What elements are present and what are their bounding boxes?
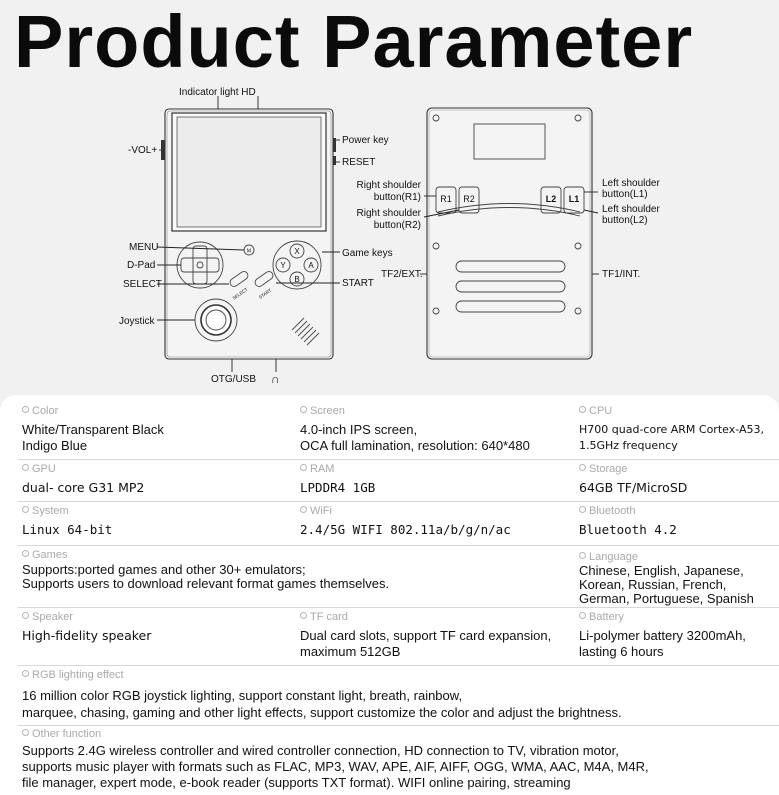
spec-label: GPU: [22, 463, 144, 476]
spec-label: Screen: [300, 405, 530, 418]
spec-value: Supports users to download relevant format games themselves.: [22, 576, 390, 591]
spec-label: Color: [22, 405, 164, 418]
power-key-label: Power key: [342, 135, 389, 146]
spec-label: System: [22, 505, 112, 518]
spec-color: [22, 405, 164, 454]
spec-gpu: [22, 463, 144, 496]
spec-value: lasting 6 hours: [579, 644, 664, 659]
headphone-jack-icon: ∩: [271, 372, 280, 386]
back-body: [427, 108, 592, 359]
front-view: [119, 87, 393, 386]
y-button-letter: Y: [280, 261, 286, 270]
row-divider: [18, 545, 779, 546]
spec-value: dual- core G31 MP2: [22, 480, 145, 495]
reset-label: RESET: [342, 157, 376, 168]
spec-label: RAM: [300, 463, 375, 476]
start-button-text: START: [257, 287, 273, 300]
select-label: SELECT: [123, 279, 162, 290]
spec-label: RGB lighting effect: [22, 669, 622, 682]
spec-value: 1.5GHz frequency: [579, 439, 678, 452]
spec-bluetooth: [579, 505, 677, 538]
spec-value: 4.0-inch IPS screen,: [300, 422, 418, 437]
row-divider: [18, 459, 779, 460]
screen: [177, 117, 321, 227]
r2-label-line2: button(R2): [373, 220, 421, 231]
spec-label: Language: [579, 551, 754, 564]
spec-label: Games: [22, 549, 389, 562]
spec-rgb-lighting: [22, 669, 622, 721]
spec-value: supports music player with formats such as FLAC, MP3, WAV, APE, AIF, AIFF, OGG, WMA, AAC, M4A, M4R,: [22, 759, 649, 774]
power-button: [333, 138, 336, 152]
spec-ram: [300, 463, 375, 496]
spec-value: OCA full lamination, resolution: 640*480: [300, 438, 530, 453]
reset-button: [333, 156, 336, 165]
spec-value: Chinese, English, Japanese,: [579, 563, 744, 578]
spec-label: CPU: [579, 405, 764, 418]
back-view: [357, 108, 661, 359]
device-diagram: [0, 0, 779, 395]
spec-value: Indigo Blue: [22, 438, 88, 453]
otg-usb-label: OTG/USB: [211, 374, 257, 385]
tf1-label: TF1/INT.: [602, 269, 641, 280]
spec-wifi: [300, 505, 511, 538]
spec-label: Speaker: [22, 611, 151, 624]
row-divider: [18, 665, 779, 666]
l2-label-line2: button(L2): [602, 215, 648, 226]
spec-value: Korean, Russian, French,: [579, 577, 727, 592]
l2-label-line1: Left shoulder: [602, 204, 660, 215]
menu-label: MENU: [129, 242, 159, 253]
spec-value: Bluetooth 4.2: [579, 522, 677, 537]
spec-tf-card: [300, 611, 551, 660]
spec-value: 64GB TF/MicroSD: [579, 480, 688, 495]
spec-label: Other function: [22, 728, 649, 741]
spec-games: [22, 549, 389, 592]
x-button-letter: X: [294, 247, 300, 256]
spec-value: file manager, expert mode, e-book reader (supports TXT format). WIFI online pairing, streaming: [22, 775, 571, 790]
spec-storage: [579, 463, 687, 496]
spec-value: H700 quad-core ARM Cortex-A53,: [579, 423, 764, 436]
row-divider: [18, 725, 779, 726]
volume-label: -VOL+: [128, 145, 158, 156]
spec-value: High-fidelity speaker: [22, 628, 152, 643]
spec-value: Dual card slots, support TF card expansion,: [300, 628, 552, 643]
b-button-letter: B: [294, 275, 300, 284]
spec-label: Battery: [579, 611, 746, 624]
l1-label-line1: Left shoulder: [602, 178, 660, 189]
spec-speaker: [22, 611, 151, 644]
select-button-text: SELECT: [231, 286, 249, 301]
spec-label: Bluetooth: [579, 505, 677, 518]
spec-language: [579, 551, 754, 606]
spec-label: TF card: [300, 611, 551, 624]
spec-value: Supports:ported games and other 30+ emulators;: [22, 562, 306, 577]
spec-system: [22, 505, 112, 538]
spec-value: 2.4/5G WIFI 802.11a/b/g/n/ac: [300, 522, 511, 537]
tf2-label: TF2/EXT.: [381, 269, 423, 280]
r2-label-line1: Right shoulder: [356, 208, 421, 219]
spec-other-function: [22, 728, 649, 791]
joystick-label: Joystick: [119, 316, 155, 327]
game-keys-label: Game keys: [342, 248, 393, 259]
spec-screen: [300, 405, 530, 454]
l1-label-line2: button(L1): [602, 189, 648, 200]
volume-button: [161, 140, 165, 160]
spec-value: 16 million color RGB joystick lighting, support constant light, breath, rainbow,: [22, 688, 463, 703]
page-title: Product Parameter: [14, 0, 694, 83]
start-label: START: [342, 278, 374, 289]
spec-cpu: [579, 405, 764, 454]
r1-button-letter: R1: [440, 194, 452, 204]
spec-value: Supports 2.4G wireless controller and wired controller connection, HD connection to TV, vibration motor,: [22, 743, 619, 758]
spec-value: German, Portuguese, Spanish: [579, 591, 754, 606]
r2-button-letter: R2: [463, 194, 475, 204]
l1-button-letter: L1: [568, 194, 580, 204]
menu-button-letter: M: [246, 248, 252, 255]
dpad-label: D-Pad: [127, 260, 156, 271]
spec-value: Linux 64-bit: [22, 522, 113, 537]
l2-button-letter: L2: [545, 194, 557, 204]
spec-value: White/Transparent Black: [22, 422, 164, 437]
spec-table: [0, 395, 779, 795]
r1-label-line2: button(R1): [373, 192, 421, 203]
r1-label-line1: Right shoulder: [356, 180, 421, 191]
spec-label: Storage: [579, 463, 687, 476]
spec-value: marquee, chasing, gaming and other light effects, support customize the color and adjust the brightness.: [22, 705, 622, 720]
indicator-light-label: Indicator light HD: [179, 87, 256, 98]
spec-value: maximum 512GB: [300, 644, 401, 659]
spec-value: LPDDR4 1GB: [300, 480, 376, 495]
a-button-letter: A: [308, 261, 314, 270]
row-divider: [18, 501, 779, 502]
spec-battery: [579, 611, 746, 660]
spec-label: WiFi: [300, 505, 511, 518]
joystick-cap: [201, 305, 231, 335]
row-divider: [18, 607, 779, 608]
spec-value: Li-polymer battery 3200mAh,: [579, 628, 746, 643]
